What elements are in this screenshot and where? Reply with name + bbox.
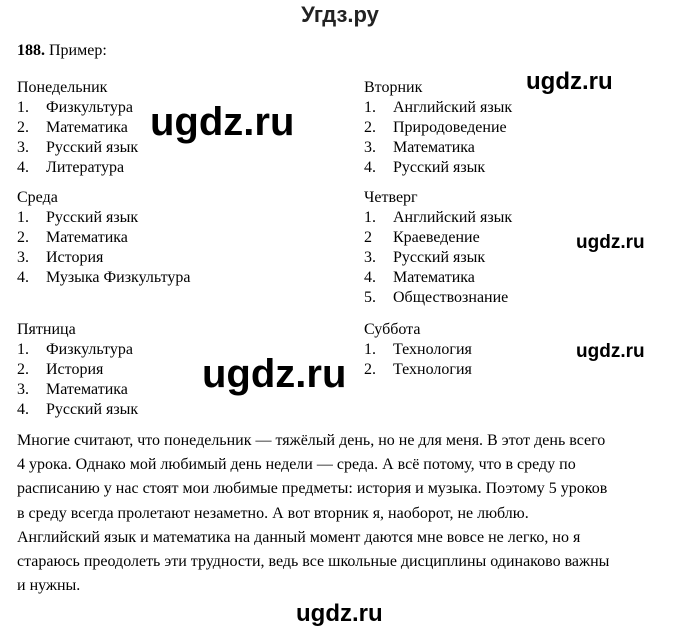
day-saturday xyxy=(364,320,472,380)
lesson-number: 1. xyxy=(17,341,29,358)
lesson-subject: Физкультура xyxy=(46,99,133,116)
watermark-5: ugdz.ru xyxy=(202,352,347,396)
lesson-subject: Математика xyxy=(393,139,475,156)
lesson-item xyxy=(17,400,138,420)
day-title: Суббота xyxy=(364,321,421,338)
lesson-item xyxy=(364,138,512,158)
lesson-subject: Обществознание xyxy=(393,289,509,306)
site-header: Угдз.ру xyxy=(301,2,379,27)
lesson-number: 3. xyxy=(364,249,376,266)
lesson-item xyxy=(364,158,512,178)
day-title: Четверг xyxy=(364,189,418,206)
lesson-subject: Музыка Физкультура xyxy=(46,269,191,286)
lesson-item xyxy=(364,118,512,138)
lesson-number: 2. xyxy=(364,119,376,136)
task-number: 188. xyxy=(17,42,45,59)
lesson-subject: Английский язык xyxy=(393,209,513,226)
lesson-item xyxy=(364,340,472,360)
task-heading xyxy=(17,42,107,60)
lesson-subject: Русский язык xyxy=(46,139,139,156)
lesson-subject: Русский язык xyxy=(393,249,486,266)
lesson-number: 1. xyxy=(17,99,29,116)
essay-line: расписанию у нас стоят мои любимые предметы: история и музыка. Поэтому 5 уроков xyxy=(17,480,608,498)
lesson-number: 3. xyxy=(17,381,29,398)
lesson-number: 4. xyxy=(364,269,376,286)
lesson-subject: Английский язык xyxy=(393,99,513,116)
lesson-item xyxy=(364,208,512,228)
lesson-item xyxy=(364,360,472,380)
lesson-item xyxy=(17,118,138,138)
lesson-item xyxy=(17,158,138,178)
lesson-item xyxy=(17,248,190,268)
lesson-subject: Технология xyxy=(393,361,472,378)
lesson-subject: Литература xyxy=(46,159,125,176)
essay-line: Английский язык и математика на данный момент даются мне вовсе не легко, но я xyxy=(17,528,581,546)
essay-line: и нужны. xyxy=(17,577,81,595)
lesson-number: 1. xyxy=(364,99,376,116)
lesson-subject: Русский язык xyxy=(46,401,139,418)
lesson-number: 4. xyxy=(17,401,29,418)
lesson-number: 3. xyxy=(364,139,376,156)
lesson-number: 2. xyxy=(17,361,29,378)
day-title: Вторник xyxy=(364,79,423,96)
essay-line: в среду всегда пролетают незаметно. А вот вторник я, наоборот, не люблю. xyxy=(17,504,529,522)
day-friday xyxy=(17,320,138,420)
day-tuesday xyxy=(364,78,512,178)
lesson-number: 3. xyxy=(17,139,29,156)
day-thursday xyxy=(364,188,512,308)
lesson-item xyxy=(17,98,138,118)
lesson-item xyxy=(17,138,138,158)
lesson-item xyxy=(17,228,190,248)
day-wednesday xyxy=(17,188,190,288)
lesson-item xyxy=(364,288,512,308)
lesson-subject: Математика xyxy=(46,229,128,246)
lesson-item xyxy=(364,98,512,118)
lesson-number: 4. xyxy=(17,269,29,286)
lesson-number: 2 xyxy=(364,229,372,246)
lesson-item xyxy=(17,360,138,380)
lesson-number: 1. xyxy=(17,209,29,226)
day-monday xyxy=(17,78,138,178)
watermark-3: ugdz.ru xyxy=(576,232,645,253)
watermark-4: ugdz.ru xyxy=(576,341,645,362)
lesson-subject: Математика xyxy=(46,381,128,398)
essay-line: 4 урока. Однако мой любимый день недели — среда. А всё потому, что в среду по xyxy=(17,456,576,474)
lesson-subject: История xyxy=(46,249,104,266)
lesson-subject: Русский язык xyxy=(46,209,139,226)
watermark-1: ugdz.ru xyxy=(526,68,613,95)
lesson-item xyxy=(17,268,190,288)
lesson-item xyxy=(17,340,138,360)
lesson-subject: Природоведение xyxy=(393,119,507,136)
day-title: Среда xyxy=(17,189,58,206)
lesson-number: 3. xyxy=(17,249,29,266)
lesson-subject: Краеведение xyxy=(393,229,480,246)
lesson-number: 2. xyxy=(17,229,29,246)
lesson-number: 1. xyxy=(364,209,376,226)
watermark-2: ugdz.ru xyxy=(150,100,295,144)
lesson-number: 2. xyxy=(17,119,29,136)
day-title: Понедельник xyxy=(17,79,108,96)
essay-line: Многие считают, что понедельник — тяжёлый день, но не для меня. В этот день всего xyxy=(17,432,606,449)
lesson-number: 4. xyxy=(364,159,376,176)
lesson-item xyxy=(364,268,512,288)
lesson-subject: История xyxy=(46,361,104,378)
lesson-subject: Русский язык xyxy=(393,159,486,176)
essay-line: стараюсь преодолеть эти трудности, ведь все школьные дисциплины одинаково важны xyxy=(17,553,610,571)
lesson-subject: Физкультура xyxy=(46,341,133,358)
lesson-number: 5. xyxy=(364,289,376,306)
day-title: Пятница xyxy=(17,321,76,338)
lesson-item xyxy=(364,248,512,268)
lesson-number: 4. xyxy=(17,159,29,176)
lesson-item xyxy=(17,208,190,228)
lesson-item xyxy=(17,380,138,400)
lesson-number: 1. xyxy=(364,341,376,358)
lesson-subject: Технология xyxy=(393,341,472,358)
lesson-subject: Математика xyxy=(393,269,475,286)
task-label: Пример: xyxy=(49,42,107,59)
essay-paragraph xyxy=(17,429,672,598)
watermark-6: ugdz.ru xyxy=(296,600,383,627)
lesson-item xyxy=(364,228,512,248)
lesson-subject: Математика xyxy=(46,119,128,136)
lesson-number: 2. xyxy=(364,361,376,378)
